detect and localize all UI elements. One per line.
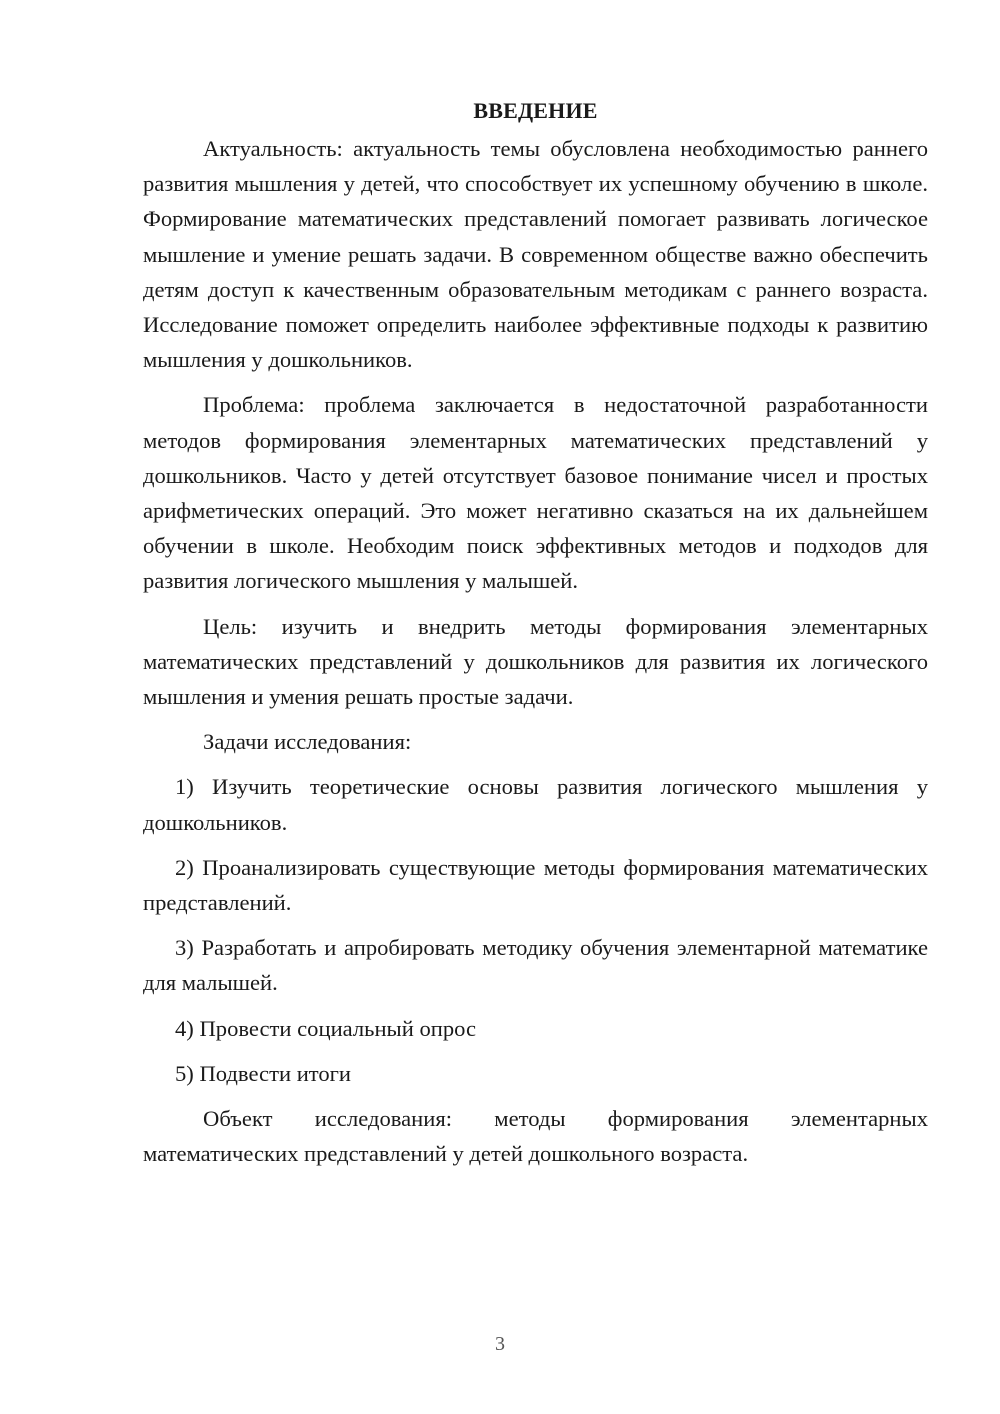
- task-item-1: 1) Изучить теоретические основы развития логического мышления у дошкольников.: [143, 774, 928, 835]
- object-paragraph: Объект исследования: методы формирования элементарных математических представлений у детей дошкольного возраста.: [143, 1106, 928, 1167]
- task-item-2: 2) Проанализировать существующие методы формирования математических представлений.: [143, 854, 928, 916]
- relevance-paragraph: Актуальность: актуальность темы обусловлена необходимостью раннего развития мышления у детей, что способствует их успешному обучению в школе. Формирование математических представлений помогает развивать логическое мышление и умение решать задачи. В современном обществе важно обеспечить детям доступ к качественным образовательным методикам с раннего возраста. Исследование поможет определить наиболее эффективные подходы к развитию мышления у дошкольников.: [143, 136, 928, 373]
- page-number: 3: [495, 1333, 505, 1355]
- page-content: [143, 96, 928, 1181]
- tasks-heading: Задачи исследования:: [203, 729, 412, 755]
- goal-paragraph: Цель: изучить и внедрить методы формирования элементарных математических представлений у дошкольников для развития их логического мышления и умения решать простые задачи.: [143, 613, 928, 710]
- page-title: ВВЕДЕНИЕ: [473, 98, 598, 123]
- task-item-4: 4) Провести социальный опрос: [175, 1015, 477, 1041]
- task-item-3: 3) Разработать и апробировать методику обучения элементарной математике для малышей.: [143, 935, 928, 996]
- problem-paragraph: Проблема: проблема заключается в недостаточной разработанности методов формирования элементарных математических представлений у дошкольников. Часто у детей отсутствует базовое понимание чисел и простых арифметических операций. Это может негативно сказаться на их дальнейшем обучении в школе. Необходим поиск эффективных методов и подходов для развития логического мышления у малышей.: [143, 392, 928, 594]
- task-item-5: 5) Подвести итоги: [175, 1060, 352, 1086]
